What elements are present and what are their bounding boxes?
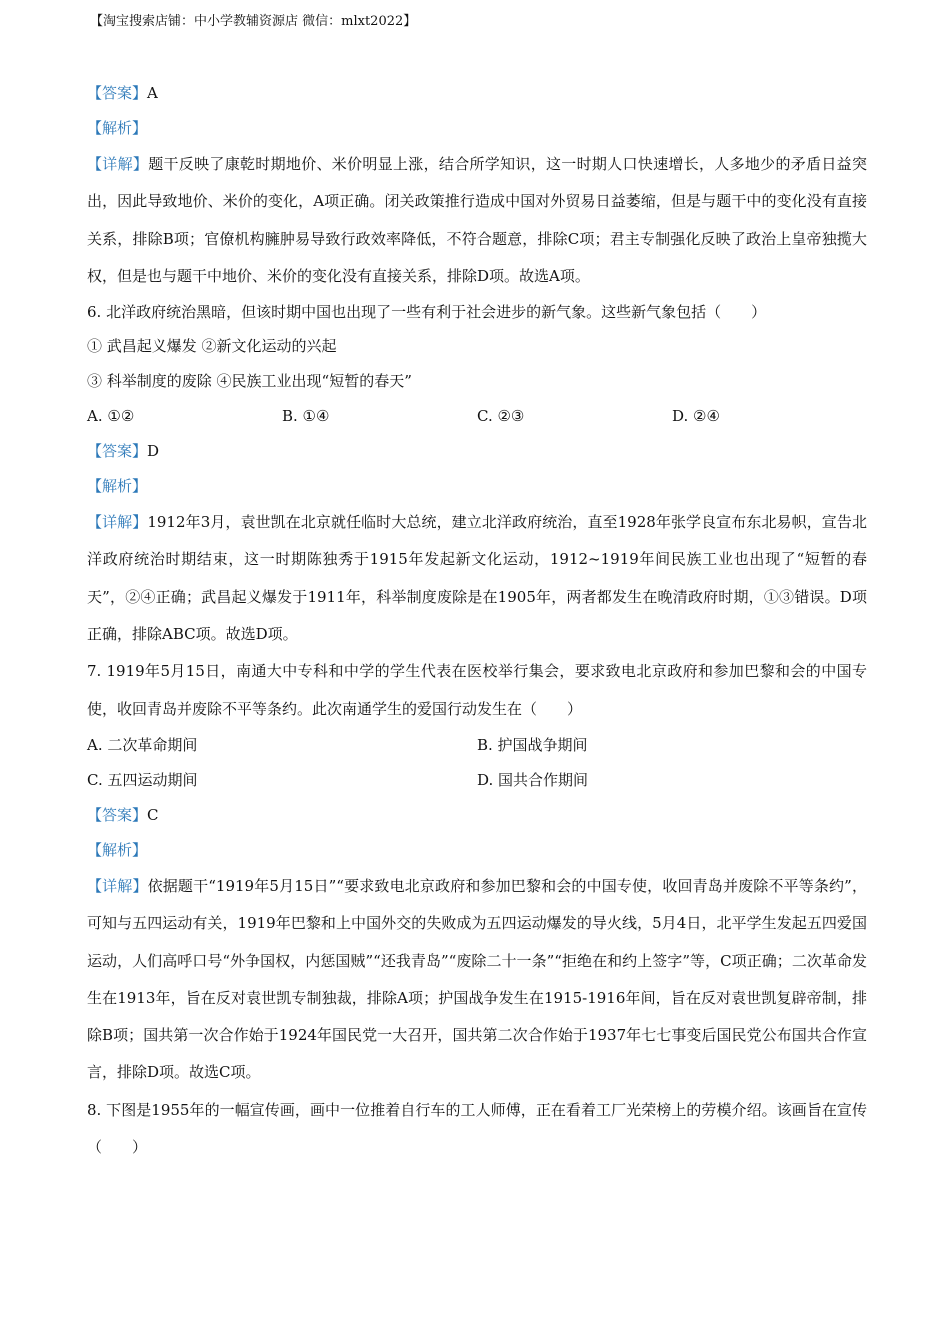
option-d: D. 国共合作期间 [477, 770, 589, 789]
detail-text: 1912年3月，袁世凯在北京就任临时大总统，建立北洋政府统治，直至1928年张学良宣布东北易帜，宣告北洋政府统治时期结束，这一时期陈独秀于1915年发起新文化运动，1912~1919年间民族工业也出现了“短暂的春天”，②④正确；武昌起义爆发于1911年，科举制度废除是在1905年，两者都发生在晚清政府时期，①③错误。D项正确，排除ABC项。故选D项。 [87, 513, 867, 644]
option-a: A. 二次革命期间 [87, 735, 198, 754]
option-b: B. 护国战争期间 [477, 735, 588, 754]
answer-tag: 【答案】 [87, 442, 148, 461]
q7-answer-line [87, 798, 867, 833]
q8-stem: 8. 下图是1955年的一幅宣传画，画中一位推着自行车的工人师傅，正在看着工厂光荣榜上的劳模介绍。该画旨在宣传（ ） [87, 1100, 867, 1157]
q7-stem: 7. 1919年5月15日，南通大中专科和中学的学生代表在医校举行集会，要求致电北京政府和参加巴黎和会的中国专使，收回青岛并废除不平等条约。此次南通学生的爱国行动发生在（ ） [87, 662, 867, 718]
answer-tag: 【答案】 [87, 805, 148, 824]
q6-item-line-2: ③ 科举制度的废除 ④民族工业出现“短暂的春天” [87, 372, 412, 391]
option-a: A. ①② [87, 407, 135, 426]
detail-text: 依据题干“1919年5月15日”“要求致电北京政府和参加巴黎和会的中国专使，收回青岛并废除不平等条约”，可知与五四运动有关，1919年巴黎和上中国外交的失败成为五四运动爆发的导火线，5月4日，北平学生发起五四爱国运动，人们高呼口号“外争国权，内惩国贼”“还我青岛”“废除二十一条”“拒绝在和约上签字”等，C项正确；二次革命发生在1913年，旨在反对袁世凯专制独裁，排除A项；护国战争发生在1915-1916年间，旨在反对袁世凯复辟帝制，排除B项；国共第一次合作始于1924年国民党一大召开，国共第二次合作始于1937年七七事变后国民党公布国共合作宣言，排除D项。故选C项。 [87, 876, 867, 1082]
q6-item-line-1: ① 武昌起义爆发 ②新文化运动的兴起 [87, 337, 337, 356]
detail-tag: 【详解】 [87, 155, 149, 173]
q6-answer-line [87, 434, 867, 469]
q7-options-row-2 [87, 763, 867, 798]
q5-analysis-tag: 【解析】 [87, 119, 148, 137]
q6-detail-paragraph [87, 504, 867, 653]
q7-options-row-1 [87, 728, 867, 763]
answer-value: D [147, 442, 160, 461]
answer-value: A [147, 84, 158, 102]
option-d: D. ②④ [672, 407, 720, 426]
option-c: C. ②③ [477, 407, 525, 426]
q6-stem: 6. 北洋政府统治黑暗，但该时期中国也出现了一些有利于社会进步的新气象。这些新气象包括（ ） [87, 303, 767, 322]
document-body [87, 76, 867, 1166]
detail-tag: 【详解】 [87, 876, 148, 895]
detail-tag: 【详解】 [87, 513, 148, 532]
option-b: B. ①④ [282, 407, 330, 426]
detail-text: 题干反映了康乾时期地价、米价明显上涨，结合所学知识，这一时期人口快速增长，人多地少的矛盾日益突出，因此导致地价、米价的变化，A项正确。闭关政策推行造成中国对外贸易日益萎缩，但是与题干中的变化没有直接关系，排除B项；官僚机构臃肿易导致行政效率降低，不符合题意，排除C项；君主专制强化反映了政治上皇帝独揽大权，但是也与题干中地价、米价的变化没有直接关系，排除D项。故选A项。 [87, 155, 867, 285]
option-c: C. 五四运动期间 [87, 770, 198, 789]
answer-value: C [147, 805, 159, 824]
q5-answer-line [87, 76, 867, 111]
q6-options [87, 399, 867, 434]
q7-detail-paragraph [87, 868, 867, 1092]
q7-analysis-tag: 【解析】 [87, 840, 148, 859]
shop-watermark-header: 【淘宝搜索店铺：中小学教辅资源店 微信：mlxt2022】 [90, 14, 417, 29]
answer-tag: 【答案】 [87, 84, 148, 102]
q6-analysis-tag: 【解析】 [87, 477, 148, 496]
q5-detail-paragraph [87, 146, 867, 295]
